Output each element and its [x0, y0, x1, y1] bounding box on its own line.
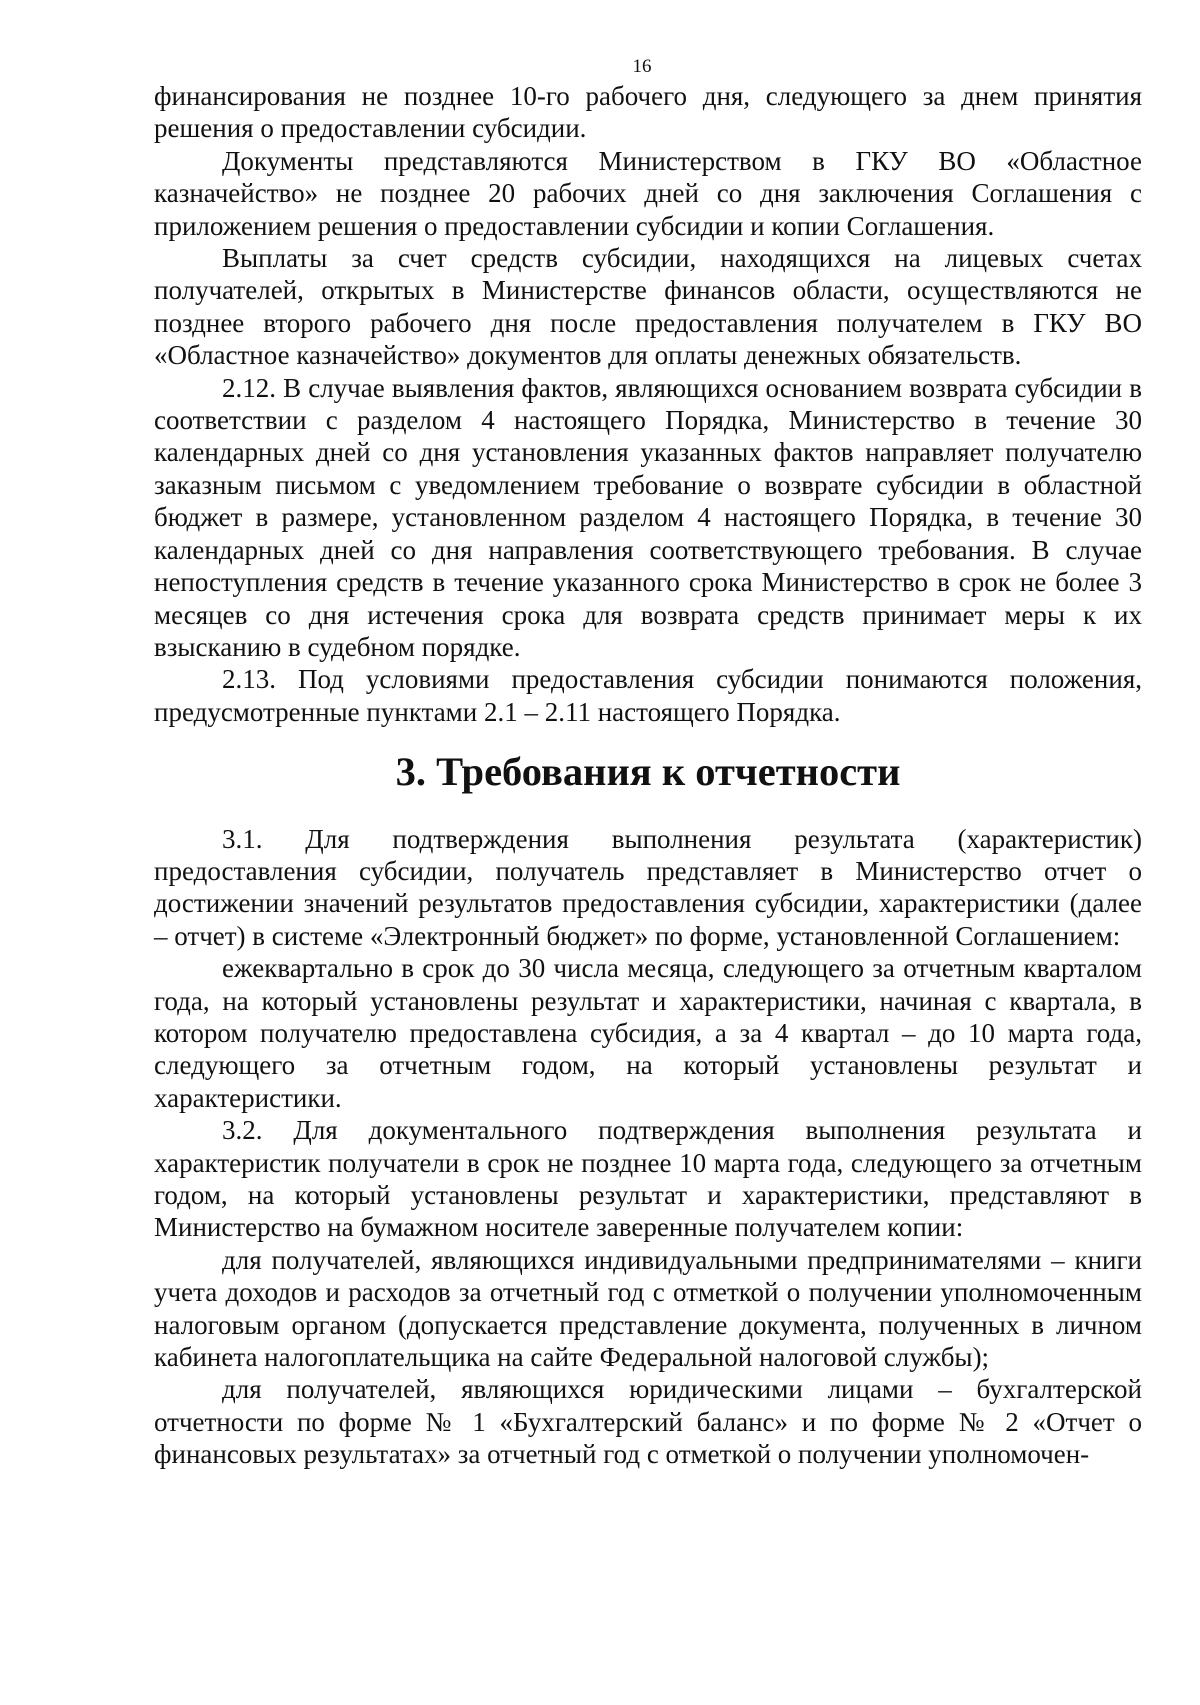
- paragraph-continuation: финансирования не позднее 10-го рабочего дня, следующего за днем принятия решения о предоставлении субсидии.: [154, 81, 1142, 144]
- paragraph-documents-submission: Документы представляются Министерством в ГКУ ВО «Областное казначейство» не позднее 20 рабочих дней со дня заключения Соглашения с приложением решения о предоставлении субсидии и копии Соглашения.: [154, 145, 1142, 241]
- paragraph-3-1: 3.1. Для подтверждения выполнения результата (характеристик) предоставления субсидии, получатель представляет в Министерство отчет о достижении значений результатов предоставления субсидии, характеристики (далее – отчет) в системе «Электронный бюджет» по форме, установленной Соглашением:: [154, 823, 1142, 951]
- document-body: [154, 80, 1142, 1471]
- paragraph-legal-entities: для получателей, являющихся юридическими лицами – бухгалтерской отчетности по форме № 1 «Бухгалтерский баланс» и по форме № 2 «Отчет о финансовых результатах» за отчетный год с отметкой о получении уполномочен-: [154, 1374, 1142, 1470]
- paragraph-3-2: 3.2. Для документального подтверждения выполнения результата и характеристик получатели в срок не позднее 10 марта года, следующего за отчетным годом, на который установлены результат и характеристики, представляют в Министерство на бумажном носителе заверенные получателем копии:: [154, 1115, 1142, 1243]
- paragraph-quarterly: ежеквартально в срок до 30 числа месяца, следующего за отчетным кварталом года, на который установлены результат и характеристики, начиная с квартала, в котором получателю предоставлена субсидия, а за 4 квартал – до 10 марта года, следующего за отчетным годом, на который установлены результат и характеристики.: [154, 953, 1142, 1113]
- section-heading: 3. Требования к отчетности: [395, 749, 901, 795]
- paragraph-2-12: 2.12. В случае выявления фактов, являющихся основанием возврата субсидии в соответствии с разделом 4 настоящего Порядка, Министерство в течение 30 календарных дней со дня установления указанных фактов направляет получателю заказным письмом с уведомлением требование о возврате субсидии в областной бюджет в размере, установленном разделом 4 настоящего Порядка, в течение 30 календарных дней со дня направления соответствующего требования. В случае непоступления средств в течение указанного срока Министерство в срок не более 3 месяцев со дня истечения срока для возврата средств принимает меры к их взысканию в судебном порядке.: [154, 372, 1142, 662]
- paragraph-2-13: 2.13. Под условиями предоставления субсидии понимаются положения, предусмотренные пунктами 2.1 – 2.11 настоящего Порядка.: [154, 664, 1142, 727]
- paragraph-individual-entrepreneurs: для получателей, являющихся индивидуальными предпринимателями – книги учета доходов и расходов за отчетный год с отметкой о получении уполномоченным налоговым органом (допускается представление документа, полученных в личном кабинета налогоплательщика на сайте Федеральной налоговой службы);: [154, 1244, 1142, 1373]
- page-number: 16: [632, 56, 652, 77]
- paragraph-payments: Выплаты за счет средств субсидии, находящихся на лицевых счетах получателей, открытых в Министерстве финансов области, осуществляются не позднее второго рабочего дня после предоставления получателем в ГКУ ВО «Областное казначейство» документов для оплаты денежных обязательств.: [154, 243, 1142, 371]
